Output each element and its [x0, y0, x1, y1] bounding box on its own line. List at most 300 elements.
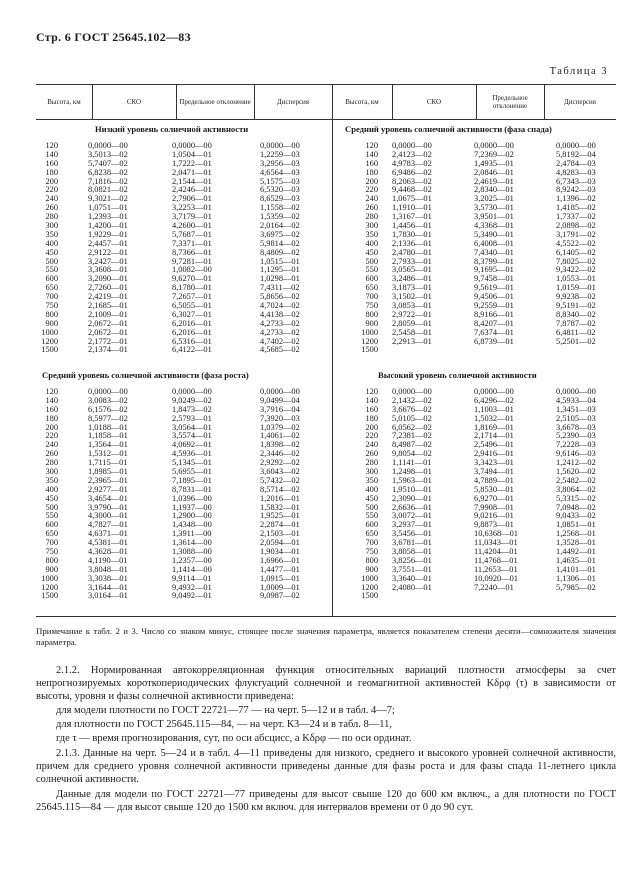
cell-value: 1,8473—02 — [172, 404, 212, 414]
cell-value: 8,4207—01 — [474, 318, 514, 328]
cell-value: 1,5963—01 — [392, 475, 432, 485]
cell-height: 900 — [365, 564, 378, 574]
cell-height: 350 — [45, 475, 58, 485]
cell-value: 7,6374—01 — [474, 327, 514, 337]
cell-height: 160 — [365, 404, 378, 414]
cell-value: 5,0105—02 — [392, 413, 432, 423]
cell-height: 1200 — [361, 336, 378, 346]
cell-value: 4,0692—01 — [172, 440, 212, 450]
cell-value: 2,3446—02 — [260, 449, 300, 459]
cell-value: 1,4477—01 — [260, 564, 300, 574]
cell-height: 500 — [45, 256, 58, 266]
cell-value: 9,4932—01 — [172, 582, 212, 592]
cell-height: 650 — [365, 283, 378, 293]
cell-value: 2,1685—01 — [88, 301, 128, 311]
cell-value: 1,0379—02 — [260, 422, 300, 432]
cell-value: 2,4219—01 — [88, 292, 128, 302]
cell-value: 5,7407—02 — [88, 158, 128, 168]
cell-value: 2,0471—01 — [172, 167, 212, 177]
cell-value: 1,3167—01 — [392, 212, 432, 222]
cell-value: 6,4008—01 — [474, 238, 514, 248]
cell-value: 8,4987—02 — [392, 440, 432, 450]
col-sko: СКО — [126, 98, 142, 106]
cell-value: 9,5191—02 — [556, 301, 596, 311]
cell-height: 700 — [45, 292, 58, 302]
cell-value: 0,0000—00 — [474, 387, 514, 396]
cell-value: 3,1873—01 — [392, 283, 432, 293]
cell-height: 180 — [45, 167, 58, 177]
cell-value: 3,2025—01 — [474, 194, 514, 204]
cell-value: 1,4348—00 — [172, 520, 212, 530]
cell-value: 7,8787—02 — [556, 318, 596, 328]
cell-value: 9,1695—01 — [474, 265, 514, 275]
cell-height: 900 — [365, 318, 378, 328]
cell-value: 1,8985—01 — [88, 467, 128, 477]
cell-value: 4,5685—02 — [260, 345, 300, 355]
cell-value: 3,8064—02 — [556, 484, 596, 494]
cell-height: 750 — [365, 301, 378, 311]
cell-value: 1,7115—01 — [88, 458, 128, 468]
cell-value: 8,5977—02 — [88, 413, 128, 423]
cell-value: 3,6678—03 — [556, 422, 596, 432]
cell-value: 9,7281—01 — [172, 256, 212, 266]
cell-value: 2,2874—01 — [260, 520, 300, 530]
cell-value: 5,7687—01 — [172, 229, 212, 239]
cell-value: 3,8058—01 — [392, 547, 432, 557]
cell-height: 500 — [365, 502, 378, 512]
cell-value: 1,4101—01 — [556, 564, 596, 574]
cell-value: 8,7831—01 — [172, 484, 212, 494]
cell-height: 200 — [365, 422, 378, 432]
cell-value: 1,0504—01 — [172, 149, 212, 159]
cell-value: 5,2390—03 — [556, 431, 596, 441]
cell-height: 350 — [365, 229, 378, 239]
cell-value: 4,9783—02 — [392, 158, 432, 168]
cell-value: 1,1396—02 — [556, 194, 596, 204]
cell-height: 1200 — [361, 582, 378, 592]
cell-height: 1500 — [361, 591, 378, 601]
cell-value: 1,2900—00 — [172, 511, 212, 521]
cell-height: 350 — [365, 475, 378, 485]
cell-value: 0,0000—00 — [88, 387, 128, 396]
section-title-high: Высокий уровень солнечной активности — [378, 370, 537, 380]
cell-value: 0,0000—00 — [172, 141, 212, 150]
cell-value: 2,1714—01 — [474, 431, 514, 441]
cell-value: 4,7024—02 — [260, 301, 300, 311]
cell-value: 1,1858—01 — [88, 431, 128, 441]
cell-height: 1200 — [41, 336, 58, 346]
cell-value: 3,9501—01 — [474, 212, 514, 222]
cell-value: 1,6966—01 — [260, 555, 300, 565]
cell-value: 6,0562—02 — [392, 422, 432, 432]
cell-value: 2,7933—01 — [392, 256, 432, 266]
cell-value: 3,6975—02 — [260, 229, 300, 239]
cell-value: 4,3628—01 — [88, 547, 128, 557]
cell-height: 450 — [365, 493, 378, 503]
cell-value: 7,2369—02 — [474, 149, 514, 159]
cell-value: 2,8340—01 — [474, 185, 514, 195]
cell-value: 1,0915—01 — [260, 573, 300, 583]
cell-value: 0,0000—00 — [556, 387, 596, 396]
cell-height: 1000 — [361, 573, 378, 583]
cell-value: 1,2412—02 — [556, 458, 596, 468]
cell-height: 1500 — [41, 345, 58, 355]
cell-height: 200 — [365, 176, 378, 186]
cell-height: 500 — [45, 502, 58, 512]
cell-value: 2,9722—01 — [392, 309, 432, 319]
cell-height: 900 — [45, 564, 58, 574]
cell-value: 2,9292—02 — [260, 458, 300, 468]
cell-value: 1,0396—00 — [172, 493, 212, 503]
cell-value: 2,5458—01 — [392, 327, 432, 337]
cell-value: 4,3000—01 — [88, 511, 128, 521]
cell-value: 4,2733—02 — [260, 327, 300, 337]
cell-value: 7,2657—01 — [172, 292, 212, 302]
cell-height: 550 — [45, 265, 58, 275]
cell-value: 1,2498—01 — [392, 467, 432, 477]
cell-value: 7,2381—02 — [392, 431, 432, 441]
cell-height: 450 — [365, 247, 378, 257]
cell-value: 1,0751—01 — [88, 203, 128, 213]
cell-height: 200 — [45, 176, 58, 186]
cell-value: 2,0846—01 — [474, 167, 514, 177]
cell-value: 2,4457—01 — [88, 238, 128, 248]
cell-value: 1,0553—01 — [556, 274, 596, 284]
cell-value: 1,2357—00 — [172, 555, 212, 565]
section-title-mid-growth: Средний уровень солнечной активности (фаза роста) — [42, 370, 249, 380]
page-header: Стр. 6 ГОСТ 25645.102—83 — [36, 30, 191, 44]
cell-value: 1,9510—01 — [392, 484, 432, 494]
list-line-1: для модели плотности по ГОСТ 22721—77 — на черт. 5—12 и в табл. 4—7; — [56, 705, 395, 716]
cell-value: 3,4654—01 — [88, 493, 128, 503]
cell-value: 6,5055—01 — [172, 301, 212, 311]
cell-value: 4,7402—02 — [260, 336, 300, 346]
cell-value: 3,0565—01 — [392, 265, 432, 275]
cell-height: 400 — [365, 484, 378, 494]
cell-value: 1,9229—01 — [88, 229, 128, 239]
cell-value: 3,5574—01 — [172, 431, 212, 441]
cell-value: 4,2733—02 — [260, 318, 300, 328]
cell-value: 6,9486—02 — [392, 167, 432, 177]
cell-height: 140 — [45, 149, 58, 159]
cell-height: 400 — [45, 238, 58, 248]
cell-value: 6,8739—01 — [474, 336, 514, 346]
cell-value: 6,2016—01 — [172, 327, 212, 337]
cell-value: 1,1295—01 — [260, 265, 300, 275]
cell-value: 2,0672—01 — [88, 327, 128, 337]
cell-value: 3,5456—01 — [392, 529, 432, 539]
cell-value: 1,9034—01 — [260, 547, 300, 557]
cell-height: 600 — [45, 520, 58, 530]
cell-value: 5,1345—01 — [172, 458, 212, 468]
cell-value: 9,0492—01 — [172, 591, 212, 601]
cell-value: 3,6676—02 — [392, 404, 432, 414]
cell-value: 7,2240—01 — [474, 582, 514, 592]
table-label: Таблица 3 — [549, 66, 608, 77]
cell-value: 4,2600—01 — [172, 221, 212, 231]
cell-value: 2,0594—01 — [260, 538, 300, 548]
cell-value: 9,6270—01 — [172, 274, 212, 284]
cell-height: 650 — [365, 529, 378, 539]
cell-value: 9,2559—01 — [474, 301, 514, 311]
cell-height: 160 — [45, 404, 58, 414]
cell-value: 6,4122—01 — [172, 345, 212, 355]
cell-value: 1,0515—01 — [260, 256, 300, 266]
cell-value: 5,3490—01 — [474, 229, 514, 239]
cell-value: 9,7458—01 — [474, 274, 514, 284]
cell-height: 400 — [45, 484, 58, 494]
cell-height: 500 — [365, 256, 378, 266]
cell-height: 160 — [365, 158, 378, 168]
cell-height: 300 — [365, 221, 378, 231]
cell-value: 2,4780—01 — [392, 247, 432, 257]
cell-height: 700 — [365, 538, 378, 548]
cell-value: 6,2016—01 — [172, 318, 212, 328]
cell-height: 280 — [365, 458, 378, 468]
cell-value: 1,5312—01 — [88, 449, 128, 459]
cell-value: 2,7906—01 — [172, 194, 212, 204]
cell-value: 3,5730—01 — [474, 203, 514, 213]
cell-value: 6,8238—02 — [88, 167, 128, 177]
cell-value: 3,0083—02 — [88, 395, 128, 405]
cell-value: 8,4809—02 — [260, 247, 300, 257]
cell-value: 1,0851—01 — [556, 520, 596, 530]
cell-height: 140 — [45, 395, 58, 405]
cell-value: 4,5522—02 — [556, 238, 596, 248]
cell-height: 650 — [45, 529, 58, 539]
cell-value: 7,3371—01 — [172, 238, 212, 248]
cell-value: 6,9270—01 — [474, 493, 514, 503]
cell-value: 2,0898—02 — [556, 221, 596, 231]
cell-value: 7,1816—02 — [88, 176, 128, 186]
cell-value: 9,3021—02 — [88, 194, 128, 204]
cell-value: 1,0009—01 — [260, 582, 300, 592]
cell-value: 1,2393—01 — [88, 212, 128, 222]
cell-height: 180 — [45, 413, 58, 423]
cell-height: 300 — [45, 221, 58, 231]
cell-value: 1,7830—01 — [392, 229, 432, 239]
cell-value: 6,7343—03 — [556, 176, 596, 186]
cell-value: 1,4061—02 — [260, 431, 300, 441]
cell-value: 11,2653—01 — [474, 564, 518, 574]
cell-value: 6,5316—01 — [172, 336, 212, 346]
cell-value: 8,1780—01 — [172, 283, 212, 293]
cell-value: 8,3799—01 — [474, 256, 514, 266]
col-deviation-2: Предельное отклонение — [492, 94, 528, 110]
cell-value: 6,3027—01 — [172, 309, 212, 319]
cell-value: 1,8398—02 — [260, 440, 300, 450]
cell-height: 220 — [365, 431, 378, 441]
cell-value: 7,0948—02 — [556, 502, 596, 512]
cell-height: 600 — [45, 274, 58, 284]
cell-value: 4,6371—01 — [88, 529, 128, 539]
section-title-low: Низкий уровень солнечной активности — [95, 124, 249, 134]
cell-value: 1,5359—02 — [260, 212, 300, 222]
cell-height: 240 — [45, 194, 58, 204]
cell-value: 1,1003—01 — [474, 404, 514, 414]
cell-height: 1000 — [41, 327, 58, 337]
cell-value: 2,3965—01 — [88, 475, 128, 485]
cell-value: 3,1791—02 — [556, 229, 596, 239]
cell-height: 600 — [365, 520, 378, 530]
cell-value: 1,4492—01 — [556, 547, 596, 557]
cell-value: 1,3451—03 — [556, 404, 596, 414]
cell-value: 8,0821—02 — [88, 185, 128, 195]
cell-value: 6,1576—02 — [88, 404, 128, 414]
cell-value: 3,1502—01 — [392, 292, 432, 302]
cell-value: 7,1895—01 — [172, 475, 212, 485]
list-line-2: для плотности по ГОСТ 25645.115—84, — на черт. К3—24 и в табл. 8—11, — [56, 719, 393, 730]
section-title-mid-decline: Средний уровень солнечной активности (фаза спада) — [345, 124, 552, 134]
cell-value: 9,4468—02 — [392, 185, 432, 195]
cell-height: 600 — [365, 274, 378, 284]
cell-value: 2,1336—01 — [392, 238, 432, 248]
cell-height: 240 — [45, 440, 58, 450]
cell-value: 3,3640—01 — [392, 573, 432, 583]
cell-value: 8,9166—01 — [474, 309, 514, 319]
cell-value: 0,0000—00 — [260, 141, 300, 150]
cell-value: 3,2486—01 — [392, 274, 432, 284]
cell-value: 5,8530—01 — [474, 484, 514, 494]
cell-value: 2,0672—01 — [88, 318, 128, 328]
cell-value: 1,0298—01 — [260, 274, 300, 284]
cell-value: 10,6368—01 — [474, 529, 518, 539]
col-dispersion-2: Дисперсия — [563, 98, 597, 106]
cell-value: 4,5381—01 — [88, 538, 128, 548]
cell-value: 2,1544—01 — [172, 176, 212, 186]
cell-value: 3,2937—01 — [392, 520, 432, 530]
cell-value: 2,7260—01 — [88, 283, 128, 293]
cell-value: 1,2568—01 — [556, 529, 596, 539]
cell-value: 1,8169—01 — [474, 422, 514, 432]
cell-value: 7,3920—03 — [260, 413, 300, 423]
cell-value: 2,5793—01 — [172, 413, 212, 423]
cell-height: 300 — [45, 467, 58, 477]
cell-value: 1,4935—01 — [474, 158, 514, 168]
cell-value: 2,1374—01 — [88, 345, 128, 355]
cell-value: 4,3368—01 — [474, 221, 514, 231]
cell-height: 260 — [365, 203, 378, 213]
cell-value: 1,2259—03 — [260, 149, 300, 159]
cell-value: 3,0072—01 — [392, 511, 432, 521]
cell-height: 350 — [45, 229, 58, 239]
cell-value: 8,7366—01 — [172, 247, 212, 257]
cell-value: 6,5320—03 — [260, 185, 300, 195]
cell-height: 450 — [45, 493, 58, 503]
cell-value: 8,8340—02 — [556, 309, 596, 319]
cell-value: 2,1503—01 — [260, 529, 300, 539]
cell-value: 3,1644—01 — [88, 582, 128, 592]
cell-value: 0,0000—00 — [392, 387, 432, 396]
cell-value: 4,5933—04 — [556, 395, 596, 405]
cell-value: 3,2090—01 — [88, 274, 128, 284]
cell-height: 220 — [45, 431, 58, 441]
cell-height: 260 — [365, 449, 378, 459]
cell-value: 4,7889—01 — [474, 475, 514, 485]
cell-value: 11,4768—01 — [474, 555, 518, 565]
cell-value: 7,2228—03 — [556, 440, 596, 450]
cell-value: 8,9242—03 — [556, 185, 596, 195]
cell-value: 1,4635—01 — [556, 555, 596, 565]
cell-value: 9,9114—01 — [172, 573, 212, 583]
cell-height: 220 — [45, 185, 58, 195]
cell-value: 3,2427—01 — [88, 256, 128, 266]
cell-value: 3,7494—01 — [474, 467, 514, 477]
cell-height: 550 — [365, 265, 378, 275]
cell-height: 180 — [365, 413, 378, 423]
cell-value: 2,1772—01 — [88, 336, 128, 346]
cell-height: 550 — [45, 511, 58, 521]
cell-height: 800 — [365, 555, 378, 565]
paragraph-2-1-3: 2.1.3. Данные на черт. 5—24 и в табл. 4—11 приведены для низкого, среднего и высокого уровней солнечной активности, причем для среднего уровня солнечной активности приведены данные для фазы роста и для фазы спада 11-летнего цикла солнечной активности. — [36, 748, 616, 786]
cell-value: 2,4246—01 — [172, 185, 212, 195]
cell-height: 750 — [365, 547, 378, 557]
cell-height: 700 — [365, 292, 378, 302]
cell-value: 4,4138—02 — [260, 309, 300, 319]
cell-height: 240 — [365, 194, 378, 204]
cell-value: 1,7337—02 — [556, 212, 596, 222]
cell-value: 2,3090—01 — [392, 493, 432, 503]
cell-value: 9,6146—03 — [556, 449, 596, 459]
cell-value: 5,7432—02 — [260, 475, 300, 485]
cell-value: 5,3315—02 — [556, 493, 596, 503]
cell-height: 1500 — [361, 345, 378, 355]
col-dispersion: Дисперсия — [276, 98, 310, 106]
cell-value: 3,8256—01 — [392, 555, 432, 565]
cell-value: 1,1141—01 — [392, 458, 432, 468]
cell-height: 180 — [365, 167, 378, 177]
cell-height: 1200 — [41, 582, 58, 592]
cell-height: 160 — [45, 158, 58, 168]
cell-value: 9,4506—01 — [474, 292, 514, 302]
cell-value: 0,0000—00 — [260, 387, 300, 396]
cell-height: 300 — [365, 467, 378, 477]
cell-value: 3,7179—01 — [172, 212, 212, 222]
cell-value: 1,4185—02 — [556, 203, 596, 213]
cell-value: 2,1432—02 — [392, 395, 432, 405]
cell-value: 3,6043—02 — [260, 467, 300, 477]
col-height: Высота, км — [47, 98, 81, 106]
cell-value: 3,3423—01 — [474, 458, 514, 468]
cell-value: 9,0499—04 — [260, 395, 300, 405]
cell-value: 9,3422—02 — [556, 265, 596, 275]
cell-value: 5,8656—02 — [260, 292, 300, 302]
table-header — [36, 84, 616, 120]
cell-height: 240 — [365, 440, 378, 450]
cell-value: 3,7551—01 — [392, 564, 432, 574]
cell-value: 2,9277—01 — [88, 484, 128, 494]
cell-value: 9,9238—02 — [556, 292, 596, 302]
cell-value: 2,0164—02 — [260, 221, 300, 231]
cell-value: 2,5105—03 — [556, 413, 596, 423]
cell-value: 1,1306—01 — [556, 573, 596, 583]
table-middle-divider — [332, 118, 333, 616]
cell-value: 1,3911—00 — [172, 529, 212, 539]
cell-value: 5,9814—02 — [260, 238, 300, 248]
cell-value: 1,5832—01 — [260, 502, 300, 512]
cell-height: 800 — [45, 309, 58, 319]
cell-value: 7,9908—01 — [474, 502, 514, 512]
cell-height: 220 — [365, 185, 378, 195]
cell-value: 5,7985—02 — [556, 582, 596, 592]
cell-value: 0,0000—00 — [556, 141, 596, 150]
cell-value: 11,4204—01 — [474, 547, 518, 557]
cell-value: 8,5714—02 — [260, 484, 300, 494]
cell-value: 1,5032—01 — [474, 413, 514, 423]
cell-value: 9,8054—02 — [392, 449, 432, 459]
cell-value: 4,6564—03 — [260, 167, 300, 177]
cell-value: 2,9416—01 — [474, 449, 514, 459]
